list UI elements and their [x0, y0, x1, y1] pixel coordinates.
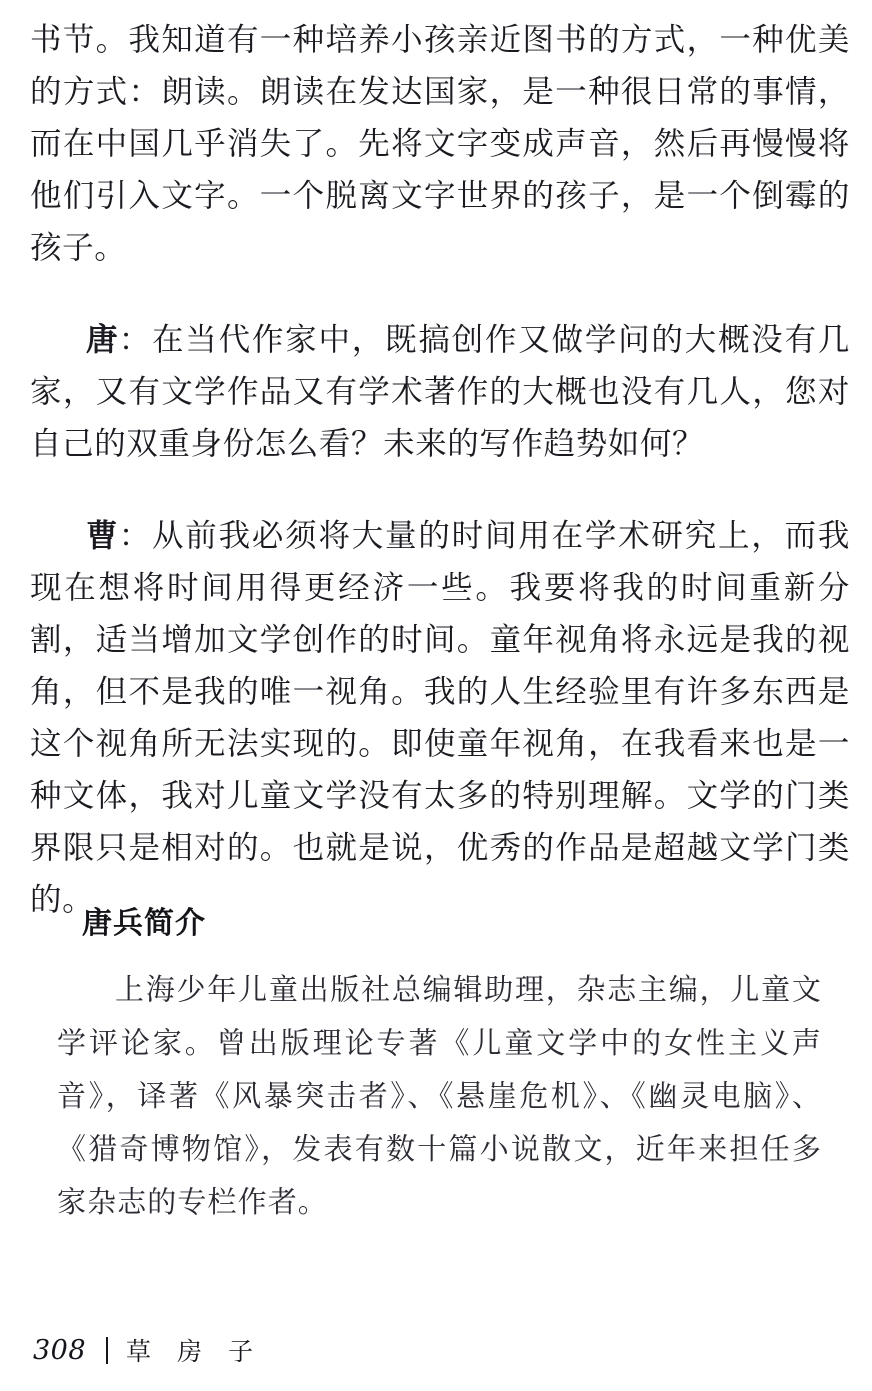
bio-body	[57, 963, 822, 1223]
book-title: 草 房 子	[126, 1337, 262, 1366]
speaker-label-tang: 唐	[86, 321, 119, 358]
page-number: 308	[33, 1334, 87, 1366]
page-footer	[33, 1330, 262, 1370]
bio-heading: 唐兵简介	[82, 906, 206, 941]
paragraph-continuation	[30, 14, 850, 274]
footer-divider-icon	[106, 1337, 108, 1364]
main-text-column	[30, 14, 850, 926]
paragraph-spacer	[30, 274, 850, 314]
paragraph-tang-question	[30, 314, 850, 470]
paragraph-text: 书节。我知道有一种培养小孩亲近图书的方式，一种优美的方式：朗读。朗读在发达国家，是一种很日常的事情，而在中国几乎消失了。先将文字变成声音，然后再慢慢将他们引入文字。一个脱离文字世界的孩子，是一个倒霉的孩子。	[30, 22, 850, 266]
paragraph-cao-answer	[30, 510, 850, 926]
paragraph-text: ：在当代作家中，既搞创作又做学问的大概没有几家，又有文学作品又有学术著作的大概也没有几人，您对自己的双重身份怎么看？未来的写作趋势如何？	[30, 322, 850, 462]
bio-paragraph: 上海少年儿童出版社总编辑助理，杂志主编，儿童文学评论家。曾出版理论专著《儿童文学中的女性主义声音》，译著《风暴突击者》、《悬崖危机》、《幽灵电脑》、《猎奇博物馆》，发表有数十篇小说散文，近年来担任多家杂志的专栏作者。	[57, 972, 822, 1220]
speaker-label-cao: 曹	[86, 517, 119, 554]
paragraph-spacer	[30, 470, 850, 510]
paragraph-text: ：从前我必须将大量的时间用在学术研究上，而我现在想将时间用得更经济一些。我要将我的时间重新分割，适当增加文学创作的时间。童年视角将永远是我的视角，但不是我的唯一视角。我的人生经验里有许多东西是这个视角所无法实现的。即使童年视角，在我看来也是一种文体，我对儿童文学没有太多的特别理解。文学的门类界限只是相对的。也就是说，优秀的作品是超越文学门类的。	[30, 518, 850, 918]
bio-section	[82, 905, 822, 955]
